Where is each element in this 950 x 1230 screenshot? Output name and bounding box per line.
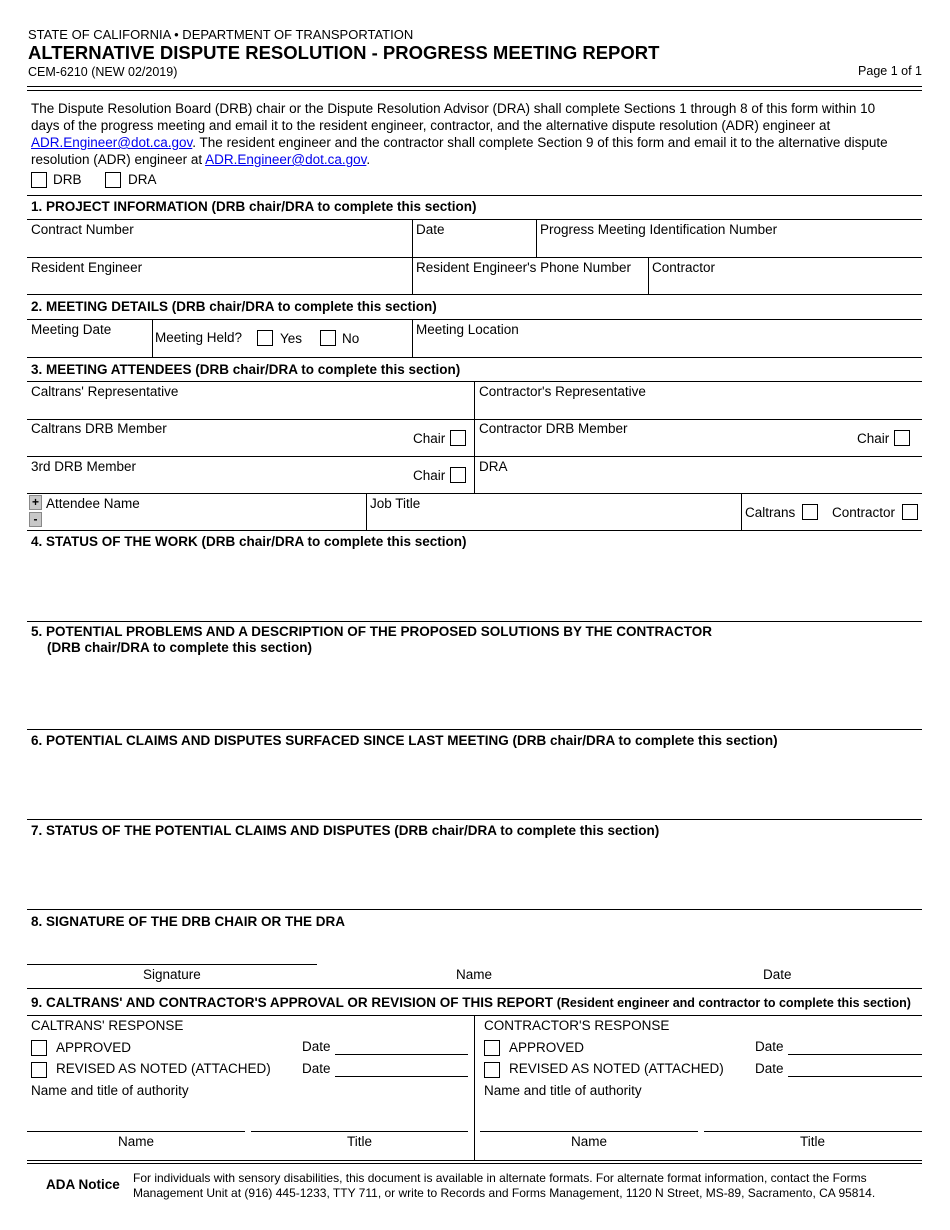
meeting-held-yes-label: Yes [280,331,303,346]
meeting-held-no-label: No [342,331,360,346]
caltrans-drb-chair-checkbox[interactable] [450,430,466,446]
caltrans-response-label: CALTRANS' RESPONSE [31,1018,184,1033]
caltrans-authority-label: Name and title of authority [31,1083,189,1098]
caltrans-rep-field[interactable]: Caltrans' Representative [31,384,179,399]
contractor-authority-label: Name and title of authority [484,1083,642,1098]
job-title-field[interactable]: Job Title [370,496,421,511]
agency-line: STATE OF CALIFORNIA • DEPARTMENT OF TRANSPORTATION [28,27,414,42]
contract-number-field[interactable]: Contract Number [31,222,134,237]
third-drb-member-field[interactable]: 3rd DRB Member [31,459,137,474]
dra-label: DRA [128,172,157,187]
adr-email-link-2[interactable]: ADR.Engineer@dot.ca.gov [205,152,367,167]
contractor-approved-date-line[interactable] [788,1054,922,1055]
section-2-heading: 2. MEETING DETAILS (DRB chair/DRA to complete this section) [31,299,437,314]
signature-label: Signature [143,967,201,982]
attendee-name-field[interactable]: Attendee Name [46,496,140,511]
section-5-heading-line-2: (DRB chair/DRA to complete this section) [47,640,313,655]
intro-line-2: days of the progress meeting and email it to the resident engineer, contractor, and the alternative dispute resolution (ADR) engineer at [31,118,831,133]
caltrans-approved-date-line[interactable] [335,1054,468,1055]
intro-line-3: ADR.Engineer@dot.ca.gov. The resident engineer and the contractor shall complete Section 9 of this form and email it to the alternative dispute [31,135,888,150]
attendee-contractor-label: Contractor [832,505,896,520]
third-drb-chair-checkbox[interactable] [450,467,466,483]
adr-email-link-1[interactable]: ADR.Engineer@dot.ca.gov [31,135,193,150]
contractor-name-label: Name [571,1134,608,1149]
contractor-revised-checkbox[interactable] [484,1062,500,1078]
intro-line-1: The Dispute Resolution Board (DRB) chair or the Dispute Resolution Advisor (DRA) shall complete Sections 1 through 8 of this form within 10 [31,101,876,116]
intro-line-4: resolution (ADR) engineer at ADR.Engineer@dot.ca.gov. [31,152,371,167]
contractor-response-label: CONTRACTOR'S RESPONSE [484,1018,670,1033]
potential-problems-textarea[interactable] [27,658,922,728]
contractor-field[interactable]: Contractor [652,260,716,275]
header-rule-bottom [27,90,922,91]
third-drb-chair-label: Chair [413,468,446,483]
dra-field[interactable]: DRA [479,459,508,474]
drb-label: DRB [53,172,82,187]
section-7-heading: 7. STATUS OF THE POTENTIAL CLAIMS AND DISPUTES (DRB chair/DRA to complete this section) [31,823,660,838]
attendee-caltrans-checkbox[interactable] [802,504,818,520]
attendee-caltrans-label: Caltrans [745,505,796,520]
section-1-heading: 1. PROJECT INFORMATION (DRB chair/DRA to complete this section) [31,199,477,214]
caltrans-title-line[interactable] [251,1131,468,1132]
drb-date-label: Date [763,967,792,982]
contractor-rep-field[interactable]: Contractor's Representative [479,384,646,399]
contractor-approved-label: APPROVED [509,1040,585,1055]
section-3-heading: 3. MEETING ATTENDEES (DRB chair/DRA to complete this section) [31,362,461,377]
meeting-location-field[interactable]: Meeting Location [416,322,519,337]
caltrans-drb-chair-label: Chair [413,431,446,446]
section-9-heading: 9. CALTRANS' AND CONTRACTOR'S APPROVAL OR REVISION OF THIS REPORT (Resident engineer and contractor to complete this section) [31,995,911,1010]
contractor-drb-chair-checkbox[interactable] [894,430,910,446]
claims-status-textarea[interactable] [27,841,922,908]
date-field[interactable]: Date [416,222,445,237]
contractor-title-label: Title [800,1134,826,1149]
contractor-revised-date-line[interactable] [788,1076,922,1077]
meeting-held-label: Meeting Held? [155,330,243,345]
potential-claims-textarea[interactable] [27,751,922,818]
caltrans-revised-date-line[interactable] [335,1076,468,1077]
caltrans-approved-label: APPROVED [56,1040,132,1055]
attendee-contractor-checkbox[interactable] [902,504,918,520]
caltrans-revised-label: REVISED AS NOTED (ATTACHED) [56,1061,271,1076]
contractor-revised-label: REVISED AS NOTED (ATTACHED) [509,1061,724,1076]
status-of-work-textarea[interactable] [27,552,922,620]
caltrans-drb-member-field[interactable]: Caltrans DRB Member [31,421,167,436]
meeting-date-field[interactable]: Meeting Date [31,322,112,337]
re-phone-field[interactable]: Resident Engineer's Phone Number [416,260,631,275]
contractor-title-line[interactable] [704,1131,922,1132]
form-number: CEM-6210 (NEW 02/2019) [28,65,178,79]
dra-checkbox[interactable] [105,172,121,188]
caltrans-approved-checkbox[interactable] [31,1040,47,1056]
resident-engineer-field[interactable]: Resident Engineer [31,260,143,275]
contractor-approved-date-label: Date [755,1039,784,1054]
contractor-revised-date-label: Date [755,1061,784,1076]
section-6-heading: 6. POTENTIAL CLAIMS AND DISPUTES SURFACED SINCE LAST MEETING (DRB chair/DRA to complete this section) [31,733,778,748]
meeting-held-yes-checkbox[interactable] [257,330,273,346]
contractor-drb-chair-label: Chair [857,431,890,446]
ada-notice-line-2: Management Unit at (916) 445-1233, TTY 711, or write to Records and Forms Management, 1120 N Street, MS-89, Sacramento, CA 95814. [133,1186,876,1200]
section-4-heading: 4. STATUS OF THE WORK (DRB chair/DRA to complete this section) [31,534,467,549]
progress-meeting-id-field[interactable]: Progress Meeting Identification Number [540,222,778,237]
caltrans-revised-date-label: Date [302,1061,331,1076]
section-8-heading: 8. SIGNATURE OF THE DRB CHAIR OR THE DRA [31,914,346,929]
caltrans-name-line[interactable] [27,1131,245,1132]
ada-notice-label: ADA Notice [46,1177,120,1192]
caltrans-title-label: Title [347,1134,373,1149]
contractor-approved-checkbox[interactable] [484,1040,500,1056]
ada-notice-line-1: For individuals with sensory disabilities, this document is available in alternate formats. For alternate format information, contact the Forms [133,1171,867,1185]
contractor-drb-member-field[interactable]: Contractor DRB Member [479,421,628,436]
section-5-heading-line-1: 5. POTENTIAL PROBLEMS AND A DESCRIPTION OF THE PROPOSED SOLUTIONS BY THE CONTRACTOR [31,624,713,639]
drb-checkbox[interactable] [31,172,47,188]
signature-line[interactable] [27,964,317,965]
drb-name-label: Name [456,967,493,982]
caltrans-name-label: Name [118,1134,155,1149]
form-title: ALTERNATIVE DISPUTE RESOLUTION - PROGRESS MEETING REPORT [28,42,660,63]
remove-attendee-button[interactable]: - [29,512,42,527]
page-number: Page 1 of 1 [858,64,922,78]
caltrans-approved-date-label: Date [302,1039,331,1054]
caltrans-revised-checkbox[interactable] [31,1062,47,1078]
contractor-name-line[interactable] [480,1131,698,1132]
add-attendee-button[interactable]: + [29,495,42,510]
meeting-held-no-checkbox[interactable] [320,330,336,346]
header-rule-top [27,86,922,87]
